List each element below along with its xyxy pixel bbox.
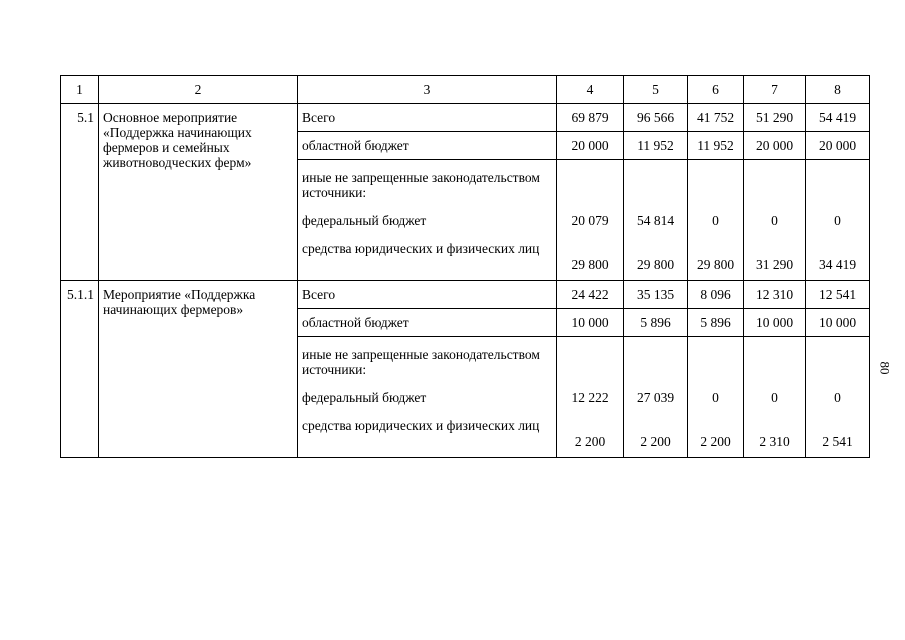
value-cell — [806, 160, 870, 281]
value-cell: 20 000 — [806, 132, 870, 160]
other-sources-cell — [298, 160, 557, 281]
header-cell: 4 — [557, 76, 624, 104]
value-cell: 12 541 — [806, 281, 870, 309]
source-label: областной бюджет — [298, 132, 557, 160]
header-cell: 7 — [744, 76, 806, 104]
value-cell: 54 419 — [806, 104, 870, 132]
other-sources-label: иные не запрещенные законодательством источники: — [302, 170, 540, 200]
page-number: 80 — [877, 361, 893, 375]
legal-value: 2 200 — [640, 434, 671, 449]
value-cell — [688, 160, 744, 281]
legal-value: 2 200 — [700, 434, 731, 449]
federal-budget-label: федеральный бюджет — [302, 390, 427, 405]
federal-value: 54 814 — [636, 213, 675, 228]
federal-value: 12 222 — [571, 390, 609, 405]
federal-value: 0 — [771, 390, 778, 405]
legal-value: 29 800 — [571, 257, 609, 272]
federal-value: 0 — [834, 213, 841, 228]
value-cell — [557, 160, 624, 281]
value-cell — [806, 337, 870, 458]
source-label: областной бюджет — [298, 309, 557, 337]
legal-value: 2 200 — [574, 434, 606, 449]
value-cell: 5 896 — [688, 309, 744, 337]
other-sources-cell — [298, 337, 557, 458]
item-title: Основное мероприятие «Поддержка начинающих фермеров и семейных животноводческих ферм» — [99, 104, 298, 281]
legal-entities-label: средства юридических и физических лиц — [302, 241, 540, 256]
table-row — [61, 104, 870, 132]
value-cell: 96 566 — [624, 104, 688, 132]
budget-table — [60, 75, 870, 458]
value-cell: 10 000 — [744, 309, 806, 337]
value-cell: 10 000 — [806, 309, 870, 337]
source-label: Всего — [298, 281, 557, 309]
federal-value: 0 — [712, 213, 719, 228]
item-title: Мероприятие «Поддержка начинающих фермеров» — [99, 281, 298, 458]
value-cell — [624, 160, 688, 281]
value-cell: 69 879 — [557, 104, 624, 132]
header-cell: 1 — [61, 76, 99, 104]
value-cell: 10 000 — [557, 309, 624, 337]
header-cell: 8 — [806, 76, 870, 104]
header-cell: 3 — [298, 76, 557, 104]
other-sources-label: иные не запрещенные законодательством источники: — [302, 347, 540, 377]
header-cell: 2 — [99, 76, 298, 104]
value-cell: 24 422 — [557, 281, 624, 309]
federal-value: 0 — [771, 213, 778, 228]
value-cell: 11 952 — [688, 132, 744, 160]
value-cell: 41 752 — [688, 104, 744, 132]
item-index: 5.1 — [61, 104, 99, 281]
value-cell: 20 000 — [557, 132, 624, 160]
table-row — [61, 281, 870, 309]
source-label: Всего — [298, 104, 557, 132]
header-cell: 6 — [688, 76, 744, 104]
header-row — [61, 76, 870, 104]
value-cell: 51 290 — [744, 104, 806, 132]
value-cell: 35 135 — [624, 281, 688, 309]
legal-entities-label: средства юридических и физических лиц — [302, 418, 540, 433]
federal-value: 27 039 — [636, 390, 675, 405]
legal-value: 29 800 — [636, 257, 675, 272]
federal-budget-label: федеральный бюджет — [302, 213, 427, 228]
value-cell: 5 896 — [624, 309, 688, 337]
legal-value: 2 541 — [822, 434, 853, 449]
value-cell — [744, 160, 806, 281]
value-cell: 8 096 — [688, 281, 744, 309]
value-cell: 20 000 — [744, 132, 806, 160]
legal-value: 34 419 — [818, 257, 857, 272]
federal-value: 0 — [712, 390, 719, 405]
item-index: 5.1.1 — [61, 281, 99, 458]
value-cell — [624, 337, 688, 458]
value-cell — [744, 337, 806, 458]
legal-value: 2 310 — [759, 434, 790, 449]
federal-value: 20 079 — [571, 213, 609, 228]
legal-value: 29 800 — [696, 257, 735, 272]
value-cell — [557, 337, 624, 458]
federal-value: 0 — [834, 390, 841, 405]
value-cell — [688, 337, 744, 458]
header-cell: 5 — [624, 76, 688, 104]
value-cell: 11 952 — [624, 132, 688, 160]
legal-value: 31 290 — [755, 257, 794, 272]
value-cell: 12 310 — [744, 281, 806, 309]
